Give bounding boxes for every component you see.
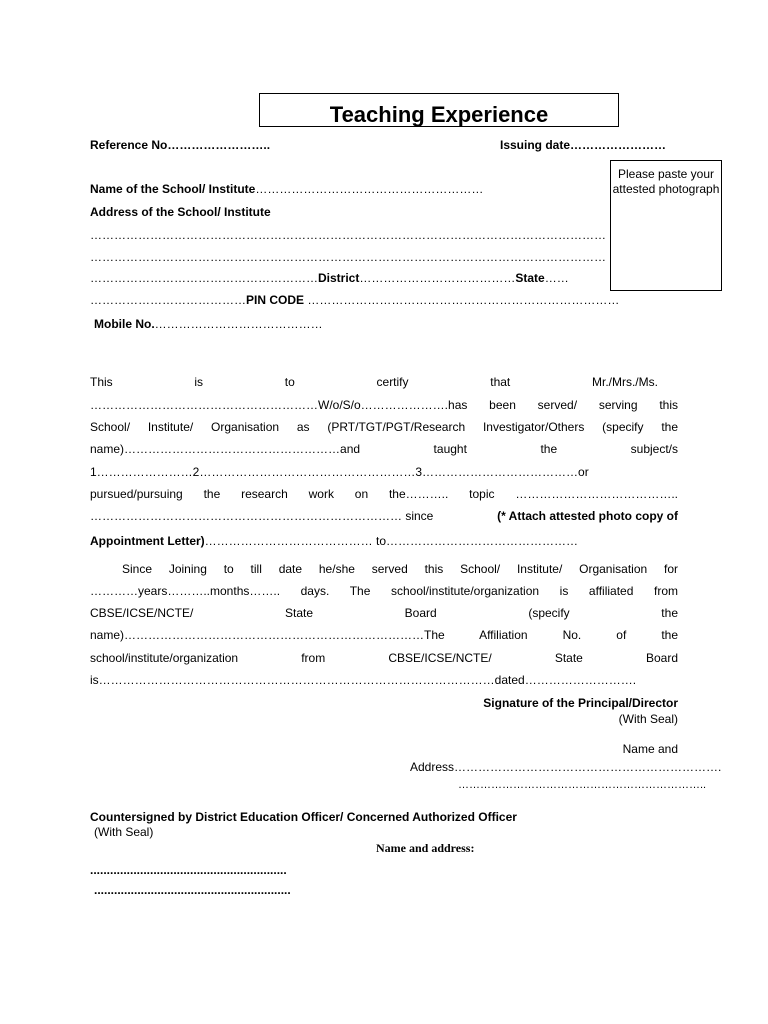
pin-pre-dots: ………………………………… (90, 293, 246, 307)
joining-line-3: CBSE/ICSE/NCTE/ State Board (specify the (90, 606, 678, 620)
joining-line-6: is………………………………………………………………………………………dated………………………. (90, 673, 637, 687)
joining-line-4: name)…………………………………………………………………The Affiliation No. of the (90, 628, 678, 642)
joining-line-1: Since Joining to till date he/she served this School/ Institute/ Organisation for (122, 562, 678, 576)
certify-line-6: pursued/pursuing the research work on the……….. topic ………………………………….. (90, 487, 678, 501)
state-dots: …… (544, 271, 569, 285)
mobile-label: Mobile No. (94, 317, 155, 331)
signature-address: Address…………………………………………………………. (410, 760, 722, 774)
mobile-dots: …………………………………… (154, 317, 323, 331)
school-name-row (90, 183, 483, 195)
photo-instruction: Please paste your attested photograph (612, 167, 720, 196)
certify-line-3: School/ Institute/ Organisation as (PRT/TGT/PGT/Research Investigator/Others (specify the (90, 420, 678, 434)
address-line-3: ………………………………………………… (90, 271, 318, 285)
school-address-label: Address of the School/ Institute (90, 205, 271, 219)
reference-no: Reference No…………………….. (90, 138, 271, 152)
photo-box (610, 160, 722, 291)
signature-seal: (With Seal) (618, 712, 678, 726)
state-label: State (515, 271, 545, 285)
school-name-dots: ………………………………………………… (255, 182, 484, 196)
school-name-label: Name of the School/ Institute (90, 182, 256, 196)
certify-line-2: …………………………………………………W/o/S/o………………….has been served/ serving this (90, 398, 678, 412)
certify-line-8-text: …………………………………… to………………………………………… (204, 534, 578, 548)
district-state-row (90, 272, 569, 284)
certify-word: This (90, 375, 113, 389)
title-box (259, 93, 619, 127)
countersign-name-address: Name and address: (376, 841, 475, 855)
countersign-line-2: ........................................................... (94, 883, 291, 897)
certify-line-7-text: …………………………………………………………………… since (90, 509, 434, 523)
certify-word: certify (376, 375, 409, 389)
certify-word: Mr./Mrs./Ms. (591, 375, 658, 389)
mobile-row (94, 318, 323, 330)
countersign-title: Countersigned by District Education Officer/ Concerned Authorized Officer (90, 810, 517, 824)
joining-line-5: school/institute/organization from CBSE/ICSE/NCTE/ State Board (90, 651, 678, 665)
countersign-line-1: ........................................................... (90, 863, 287, 877)
certify-line-5: 1……………………2………………………………………………3…………………………………or (90, 465, 589, 479)
signature-title: Signature of the Principal/Director (483, 696, 678, 710)
signature-name-and: Name and (622, 742, 678, 756)
issuing-date: Issuing date…………………… (500, 138, 667, 152)
address-line-2: ………………………………………………………………………………………………………………… (90, 250, 606, 264)
certify-line-8 (90, 535, 578, 547)
district-label: District (318, 271, 360, 285)
certify-line-7 (90, 510, 678, 522)
pin-row (90, 294, 619, 306)
certify-line-4: name)………………………………………………and taught the subject/s (90, 442, 678, 456)
district-dots: ………………………………… (359, 271, 516, 285)
pin-label: PIN CODE (246, 293, 305, 307)
signature-address-2: ………………………………………………………….. (458, 779, 707, 791)
attach-note: (* Attach attested photo copy of (497, 509, 678, 523)
pin-dots: …………………………………………………………………… (304, 293, 620, 307)
certify-line-1 (90, 376, 658, 388)
certify-word: that (490, 375, 511, 389)
certify-word: is (194, 375, 204, 389)
address-line-1: ………………………………………………………………………………………………………………… (90, 228, 606, 242)
joining-line-2: …………years………..months…….. days. The school/institute/organization is affiliated from (90, 584, 678, 598)
page-title: Teaching Experience (329, 102, 549, 127)
countersign-seal: (With Seal) (94, 825, 154, 839)
certify-word: to (284, 375, 295, 389)
appointment-letter-note: Appointment Letter) (90, 534, 205, 548)
